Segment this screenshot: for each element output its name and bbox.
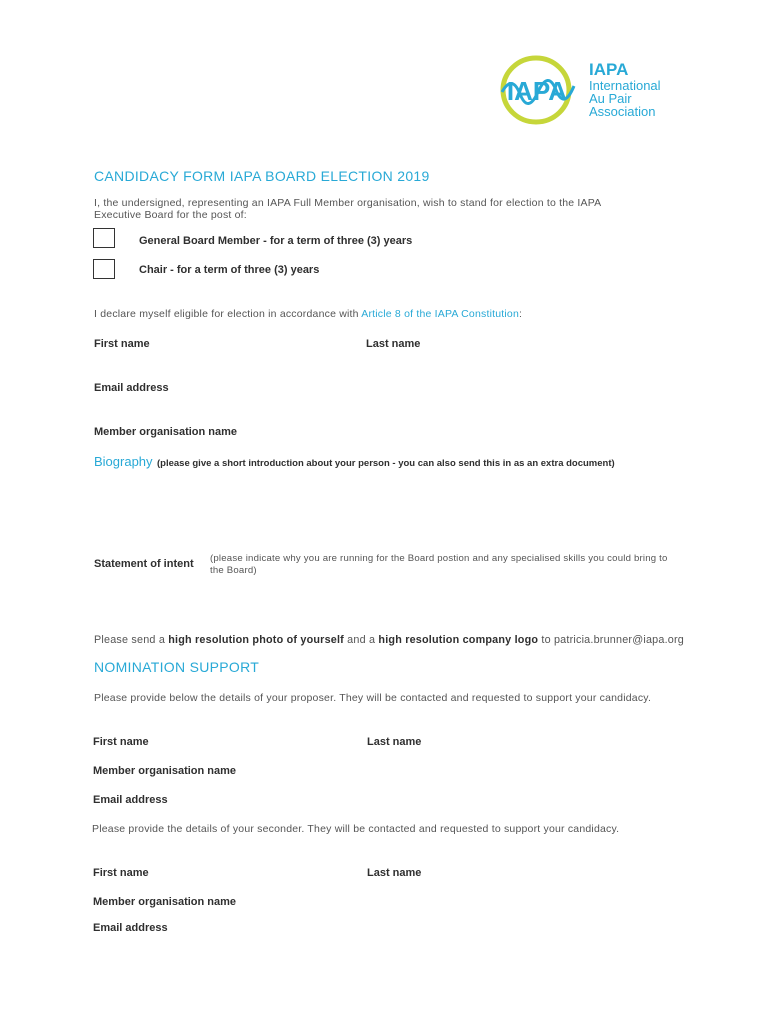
iapa-logo-line2: Au Pair <box>589 91 632 106</box>
seconder-last-name-label: Last name <box>367 867 422 879</box>
declaration-text <box>94 308 522 320</box>
iapa-logo-line3: Association <box>589 104 656 119</box>
photo-instructions <box>94 634 684 646</box>
intro-text-line1: I, the undersigned, representing an IAPA Full Member organisation, wish to stand for election to the IAPA <box>94 197 602 209</box>
proposer-text: Please provide below the details of your proposer. They will be contacted and requested to support your candidacy. <box>94 692 652 704</box>
declaration-prefix: I declare myself eligible for election in accordance with <box>94 308 362 320</box>
option-general-board-member-label: General Board Member - for a term of three (3) years <box>139 235 413 247</box>
statement-hint-line2: the Board) <box>210 565 257 576</box>
form-title: CANDIDACY FORM IAPA BOARD ELECTION 2019 <box>94 168 430 184</box>
seconder-text: Please provide the details of your seconder. They will be contacted and requested to support your candidacy. <box>92 823 620 835</box>
biography-row <box>94 453 615 471</box>
option-chair-label: Chair - for a term of three (3) years <box>139 264 320 276</box>
seconder-first-name-label: First name <box>93 867 149 879</box>
last-name-label: Last name <box>366 338 421 350</box>
iapa-logo-line1: International <box>589 78 661 93</box>
photo-mid: and a <box>343 634 379 646</box>
declaration-suffix: : <box>519 308 523 320</box>
first-name-label: First name <box>94 338 150 350</box>
iapa-logo-title: IAPA <box>589 60 629 79</box>
seconder-member-organisation-label: Member organisation name <box>93 896 237 908</box>
statement-hint-line1: (please indicate why you are running for the Board postion and any specialised skills you could bring to <box>210 553 668 564</box>
photo-bold-1: high resolution photo of yourself <box>168 634 344 646</box>
proposer-member-organisation-label: Member organisation name <box>93 765 237 777</box>
iapa-logo-mark-letters: IAPA <box>506 76 568 106</box>
intro-text-line2: Executive Board for the post of: <box>94 209 247 221</box>
photo-suffix: to patricia.brunner@iapa.org <box>538 634 684 646</box>
constitution-link[interactable]: Article 8 of the IAPA Constitution <box>361 308 520 320</box>
photo-bold-2: high resolution company logo <box>378 634 539 646</box>
proposer-first-name-label: First name <box>93 736 149 748</box>
email-address-label: Email address <box>94 382 169 394</box>
photo-prefix: Please send a <box>94 634 169 646</box>
checkbox-general-board-member[interactable] <box>93 228 115 248</box>
nomination-title: NOMINATION SUPPORT <box>94 659 260 675</box>
checkbox-chair[interactable] <box>93 259 115 279</box>
seconder-email-address-label: Email address <box>93 922 168 934</box>
proposer-last-name-label: Last name <box>367 736 422 748</box>
iapa-logo <box>498 52 678 128</box>
member-organisation-label: Member organisation name <box>94 426 238 438</box>
statement-of-intent-label: Statement of intent <box>94 558 194 570</box>
iapa-logo-mark-icon <box>498 52 578 128</box>
biography-label: Biography <box>94 454 153 469</box>
biography-hint: (please give a short introduction about your person - you can also send this in as an extra document) <box>157 458 615 469</box>
proposer-email-address-label: Email address <box>93 794 168 806</box>
